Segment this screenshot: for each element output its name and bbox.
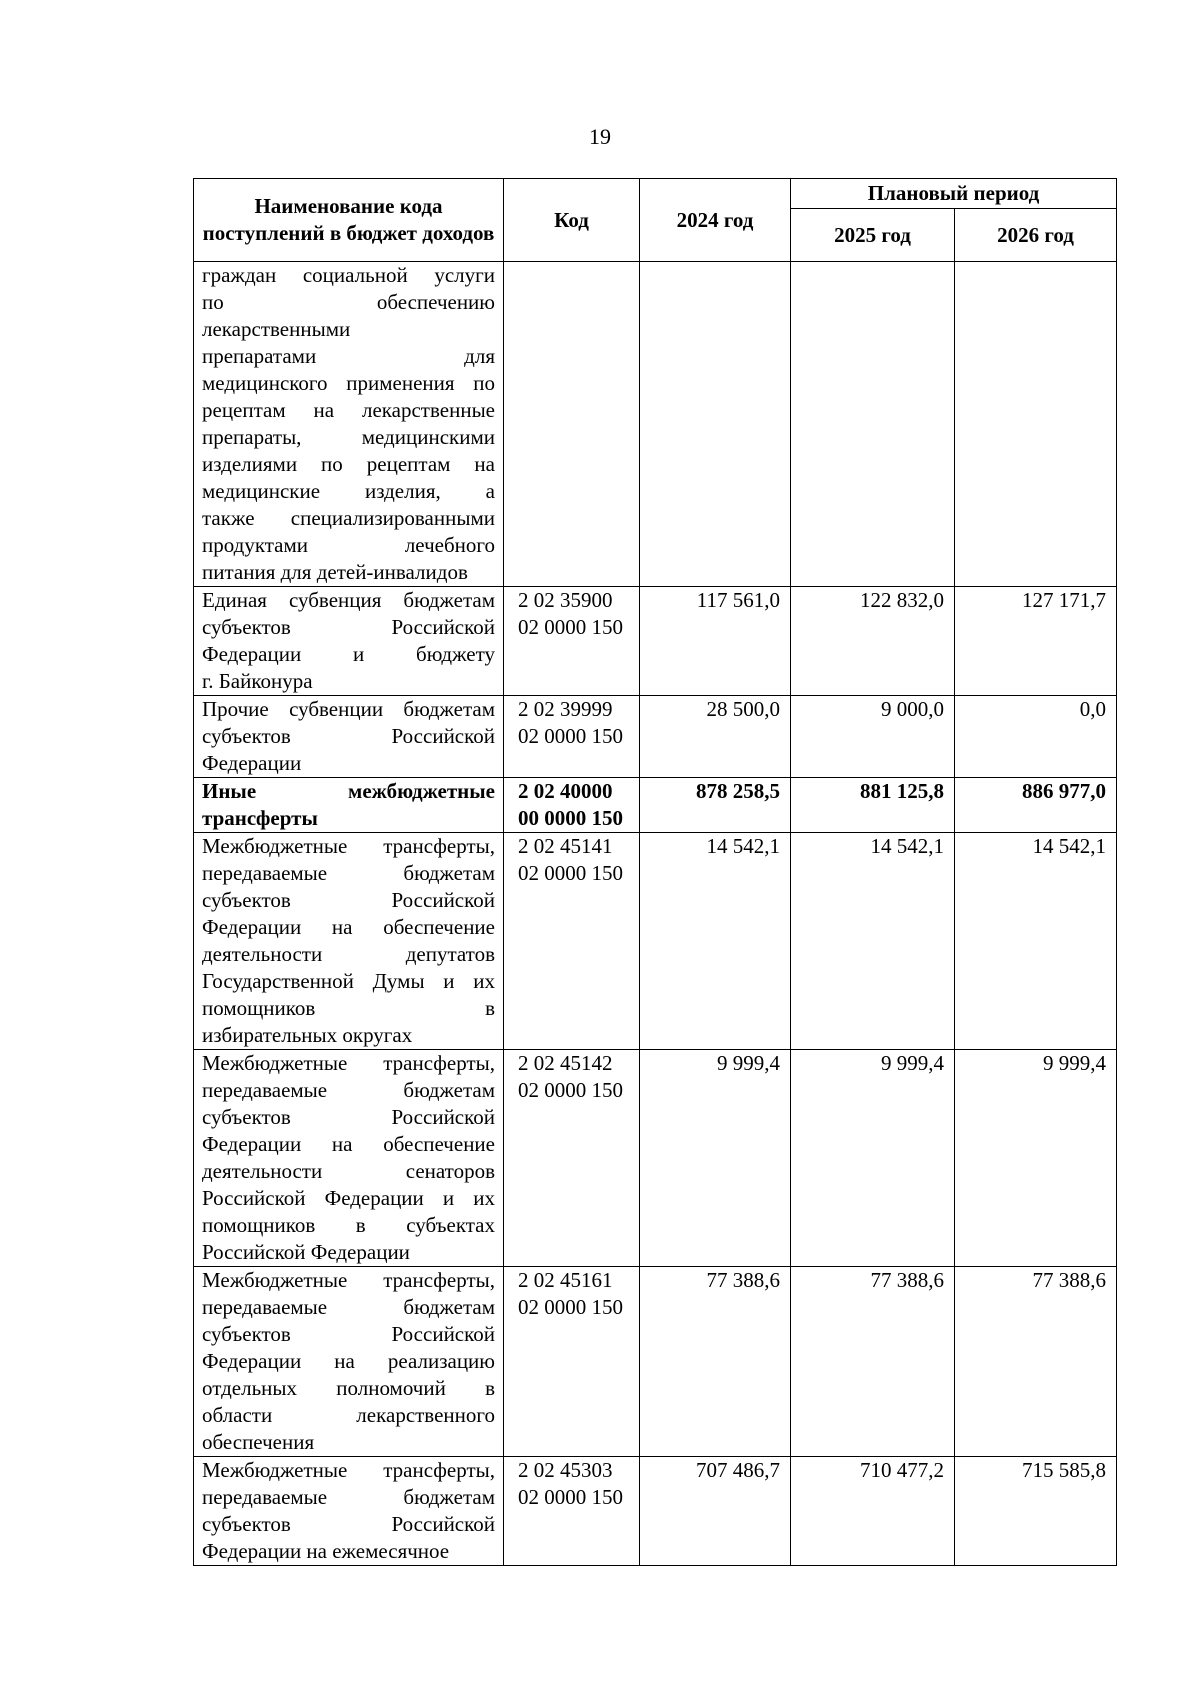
row-name-line: деятельности сенаторов bbox=[202, 1159, 495, 1183]
page-number: 19 bbox=[589, 124, 611, 149]
row-value-2024: 9 999,4 bbox=[640, 1050, 791, 1267]
row-name-line: области лекарственного bbox=[202, 1403, 495, 1427]
row-name-line: передаваемые бюджетам bbox=[202, 861, 495, 885]
row-name-line: лекарственными bbox=[202, 317, 351, 341]
header-year-2024: 2024 год bbox=[640, 179, 791, 262]
row-value-2026: 715 585,8 bbox=[955, 1457, 1117, 1566]
row-name-line: Федерации bbox=[202, 751, 302, 775]
table-body bbox=[194, 262, 1117, 1566]
row-name-line: деятельности депутатов bbox=[202, 942, 495, 966]
header-code: Код bbox=[504, 179, 640, 262]
row-name-line: Государственной Думы и их bbox=[202, 969, 495, 993]
row-value-2026: 9 999,4 bbox=[955, 1050, 1117, 1267]
row-name-line: также специализированными bbox=[202, 506, 495, 530]
budget-revenue-table bbox=[193, 178, 1117, 1566]
row-name-line: Межбюджетные трансферты, bbox=[202, 1268, 495, 1292]
row-value-2025: 122 832,0 bbox=[791, 587, 955, 696]
row-code-line: 2 02 45141 bbox=[518, 834, 613, 858]
row-name bbox=[194, 1457, 504, 1566]
row-code-line: 2 02 45303 bbox=[518, 1458, 613, 1482]
row-value-2025: 710 477,2 bbox=[791, 1457, 955, 1566]
row-value-2025 bbox=[791, 262, 955, 587]
row-name-line: помощников в bbox=[202, 996, 495, 1020]
table-row bbox=[194, 262, 1117, 587]
row-code bbox=[504, 778, 640, 833]
row-code-line: 02 0000 150 bbox=[518, 1078, 623, 1102]
row-name-line: субъектов Российской bbox=[202, 1512, 495, 1536]
row-code-line: 2 02 39999 bbox=[518, 697, 613, 721]
row-name-line: Прочие субвенции бюджетам bbox=[202, 697, 495, 721]
row-code bbox=[504, 696, 640, 778]
row-value-2025: 77 388,6 bbox=[791, 1267, 955, 1457]
row-code-line: 02 0000 150 bbox=[518, 615, 623, 639]
row-name-line: медицинские изделия, а bbox=[202, 479, 495, 503]
row-name bbox=[194, 1267, 504, 1457]
row-value-2026 bbox=[955, 262, 1117, 587]
row-code-line: 02 0000 150 bbox=[518, 1485, 623, 1509]
table-row bbox=[194, 696, 1117, 778]
row-value-2024: 14 542,1 bbox=[640, 833, 791, 1050]
row-name-line: обеспечения bbox=[202, 1430, 315, 1454]
row-code bbox=[504, 1457, 640, 1566]
row-name-line: Единая субвенция бюджетам bbox=[202, 588, 495, 612]
row-name-line: Иные межбюджетные bbox=[202, 779, 495, 803]
row-name-line: Российской Федерации и их bbox=[202, 1186, 495, 1210]
row-code bbox=[504, 587, 640, 696]
row-name-line: помощников в субъектах bbox=[202, 1213, 495, 1237]
row-name-line: Российской Федерации bbox=[202, 1240, 410, 1264]
row-value-2024: 878 258,5 bbox=[640, 778, 791, 833]
row-value-2024: 117 561,0 bbox=[640, 587, 791, 696]
row-value-2024: 28 500,0 bbox=[640, 696, 791, 778]
row-code-line: 02 0000 150 bbox=[518, 861, 623, 885]
row-name bbox=[194, 262, 504, 587]
row-name-line: Федерации и бюджету bbox=[202, 642, 495, 666]
row-value-2025: 881 125,8 bbox=[791, 778, 955, 833]
row-name-line: продуктами лечебного bbox=[202, 533, 495, 557]
row-code-line: 02 0000 150 bbox=[518, 724, 623, 748]
table-row bbox=[194, 1050, 1117, 1267]
row-value-2024 bbox=[640, 262, 791, 587]
row-value-2026: 886 977,0 bbox=[955, 778, 1117, 833]
header-year-2025: 2025 год bbox=[791, 209, 955, 262]
row-name-line: отдельных полномочий в bbox=[202, 1376, 495, 1400]
row-name bbox=[194, 1050, 504, 1267]
row-name-line: Федерации на обеспечение bbox=[202, 1132, 495, 1156]
row-name-line: передаваемые бюджетам bbox=[202, 1485, 495, 1509]
row-value-2026: 14 542,1 bbox=[955, 833, 1117, 1050]
row-name-line: передаваемые бюджетам bbox=[202, 1078, 495, 1102]
row-name-line: субъектов Российской bbox=[202, 724, 495, 748]
row-value-2025: 14 542,1 bbox=[791, 833, 955, 1050]
row-code bbox=[504, 262, 640, 587]
row-name-line: трансферты bbox=[202, 806, 318, 830]
table-row bbox=[194, 1267, 1117, 1457]
row-value-2026: 77 388,6 bbox=[955, 1267, 1117, 1457]
row-name-line: питания для детей-инвалидов bbox=[202, 560, 468, 584]
header-planned-period: Плановый период bbox=[791, 179, 1117, 209]
table-row bbox=[194, 833, 1117, 1050]
row-value-2025: 9 000,0 bbox=[791, 696, 955, 778]
row-value-2025: 9 999,4 bbox=[791, 1050, 955, 1267]
row-name-line: граждан социальной услуги bbox=[202, 263, 495, 287]
row-name-line: субъектов Российской bbox=[202, 1105, 495, 1129]
row-value-2026: 127 171,7 bbox=[955, 587, 1117, 696]
row-name bbox=[194, 778, 504, 833]
row-code-line: 2 02 35900 bbox=[518, 588, 613, 612]
row-name bbox=[194, 696, 504, 778]
header-year-2026: 2026 год bbox=[955, 209, 1117, 262]
row-code-line: 2 02 45161 bbox=[518, 1268, 613, 1292]
row-name-line: по обеспечению bbox=[202, 290, 495, 314]
row-value-2024: 707 486,7 bbox=[640, 1457, 791, 1566]
table-row bbox=[194, 778, 1117, 833]
row-name-line: рецептам на лекарственные bbox=[202, 398, 495, 422]
row-name-line: Федерации на обеспечение bbox=[202, 915, 495, 939]
row-name-line: изделиями по рецептам на bbox=[202, 452, 495, 476]
table-row bbox=[194, 587, 1117, 696]
row-name-line: субъектов Российской bbox=[202, 1322, 495, 1346]
header-name: Наименование кода поступлений в бюджет доходов bbox=[194, 179, 504, 262]
row-name-line: Межбюджетные трансферты, bbox=[202, 1458, 495, 1482]
row-name-line: препараты, медицинскими bbox=[202, 425, 495, 449]
row-name-line: избирательных округах bbox=[202, 1023, 413, 1047]
row-code-line: 2 02 45142 bbox=[518, 1051, 613, 1075]
row-code bbox=[504, 1050, 640, 1267]
row-code-line: 2 02 40000 bbox=[518, 779, 613, 803]
row-name-line: субъектов Российской bbox=[202, 615, 495, 639]
row-name-line: Федерации на реализацию bbox=[202, 1349, 495, 1373]
row-name-line: препаратами для bbox=[202, 344, 495, 368]
row-code bbox=[504, 833, 640, 1050]
row-name-line: субъектов Российской bbox=[202, 888, 495, 912]
table-row bbox=[194, 1457, 1117, 1566]
row-value-2024: 77 388,6 bbox=[640, 1267, 791, 1457]
row-code bbox=[504, 1267, 640, 1457]
row-code-line: 00 0000 150 bbox=[518, 806, 623, 830]
row-name bbox=[194, 833, 504, 1050]
row-name-line: Межбюджетные трансферты, bbox=[202, 834, 495, 858]
row-name-line: Федерации на ежемесячное bbox=[202, 1539, 450, 1563]
row-name-line: передаваемые бюджетам bbox=[202, 1295, 495, 1319]
row-code-line: 02 0000 150 bbox=[518, 1295, 623, 1319]
row-name-line: медицинского применения по bbox=[202, 371, 495, 395]
row-value-2026: 0,0 bbox=[955, 696, 1117, 778]
row-name-line: г. Байконура bbox=[202, 669, 313, 693]
row-name-line: Межбюджетные трансферты, bbox=[202, 1051, 495, 1075]
row-name bbox=[194, 587, 504, 696]
